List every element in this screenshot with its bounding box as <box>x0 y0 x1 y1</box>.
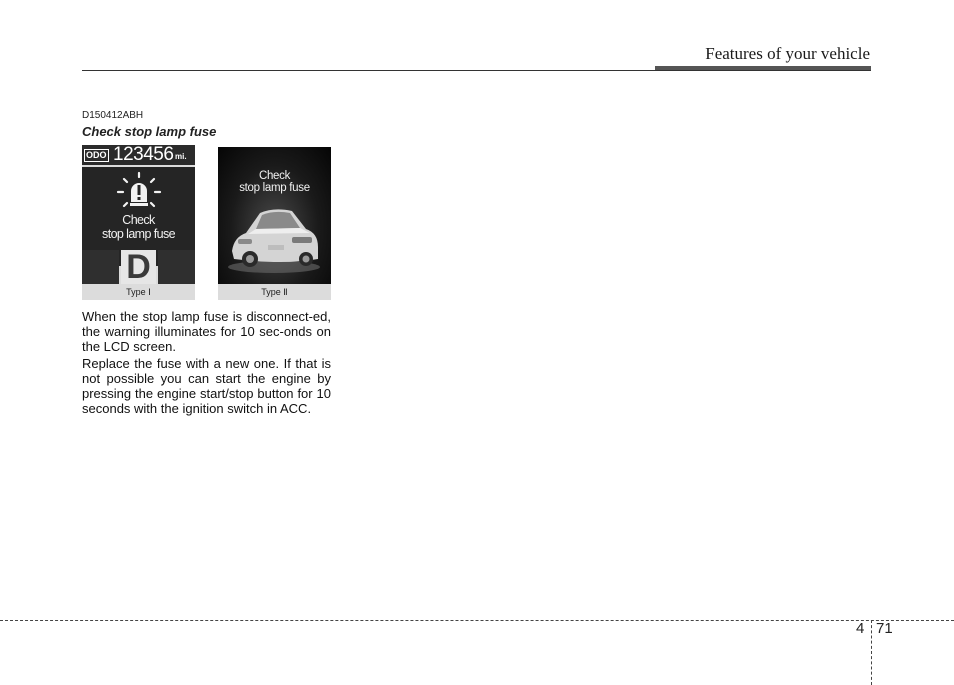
caption-type-1: Type Ⅰ <box>126 287 151 297</box>
gear-indicator-row <box>82 250 195 284</box>
message-line-2: stop lamp fuse <box>102 227 175 241</box>
footer-page-divider <box>871 620 872 685</box>
section-title: Check stop lamp fuse <box>82 124 217 139</box>
message-line-2: stop lamp fuse <box>239 182 310 194</box>
gear-block-left <box>82 250 119 284</box>
header-rule <box>82 70 871 71</box>
footer-dashed-rule <box>0 620 954 621</box>
stop-lamp-warning-icon <box>116 171 162 213</box>
caption-type-2: Type Ⅱ <box>261 287 288 297</box>
warning-message-type-1 <box>82 213 195 241</box>
page-number: 71 <box>876 620 893 637</box>
gear-block-right <box>158 250 195 284</box>
message-line-1: Check <box>122 213 155 227</box>
figure-type-1 <box>82 145 195 300</box>
page-header-title: Features of your vehicle <box>705 44 870 63</box>
message-line-1: Check <box>258 170 291 182</box>
gear-indicator: D <box>121 250 156 284</box>
figure-type-2 <box>218 147 331 300</box>
body-paragraph-2: Replace the fuse with a new one. If that is not possible you can start the engine by pressing the engine start/stop button for 10 seconds with the ignition switch in ACC. <box>82 356 331 416</box>
body-paragraph-1: When the stop lamp fuse is disconnect-ed, the warning illuminates for 10 sec-onds on the LCD screen. <box>82 309 331 354</box>
warning-message-type-2 <box>218 170 331 194</box>
car-rear-illustration <box>224 201 324 281</box>
chapter-number: 4 <box>856 620 865 637</box>
document-code: D150412ABH <box>82 110 144 121</box>
lcd-screen-type-2 <box>218 147 331 284</box>
odometer-label: ODO <box>86 150 107 160</box>
odometer-strip <box>82 145 195 165</box>
odometer-value: 123456 <box>113 144 174 165</box>
odometer-unit: mi. <box>175 152 187 161</box>
